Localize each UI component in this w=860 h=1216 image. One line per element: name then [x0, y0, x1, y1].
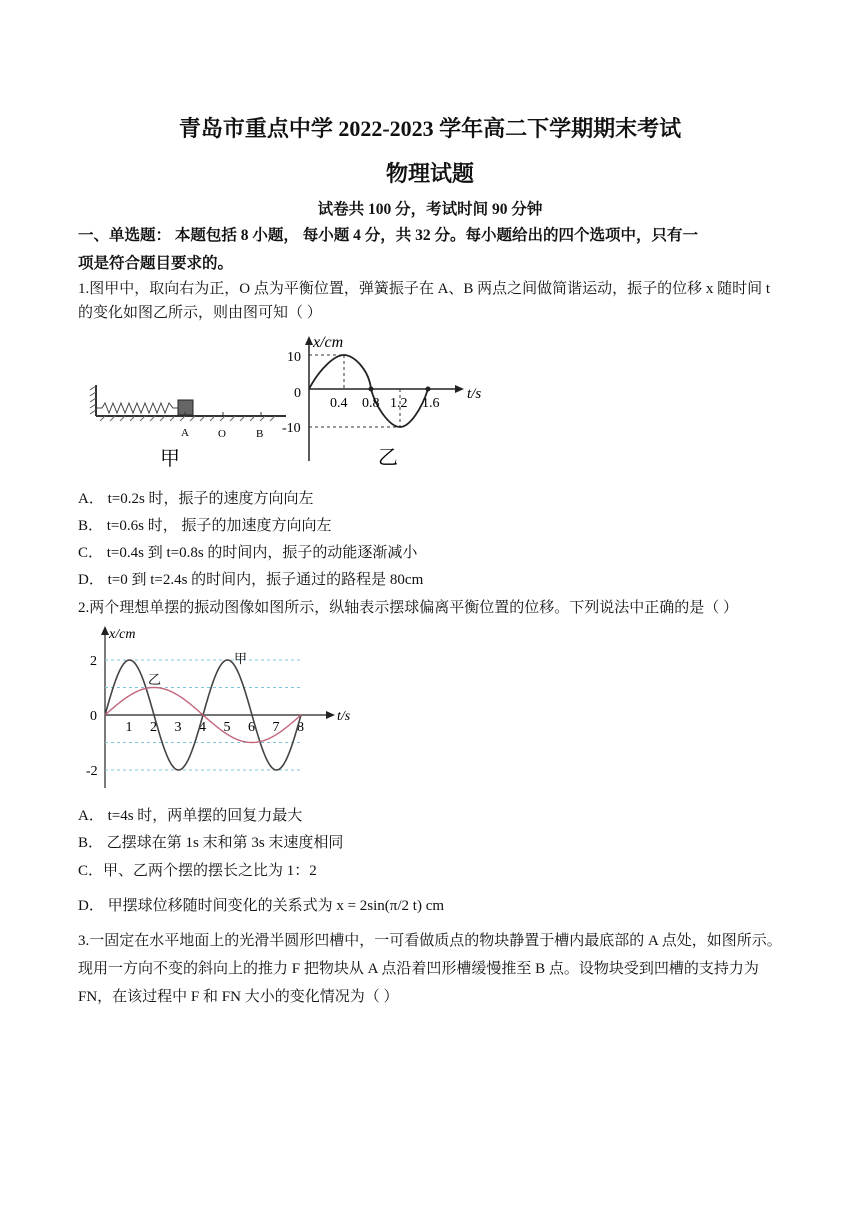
- q2-option-b: B． 乙摆球在第 1s 末和第 3s 末速度相同: [78, 835, 344, 851]
- q2-x-tick-label: 4: [199, 720, 206, 735]
- q2-x-axis-label: t/s: [337, 709, 351, 724]
- figure-caption-yi: 乙: [378, 447, 398, 469]
- x-tick-1-2: 1.2: [390, 396, 408, 411]
- q2-x-tick-label: 8: [297, 720, 304, 735]
- q2-y-tick-neg2: -2: [86, 764, 98, 779]
- x-axis-label: t/s: [467, 386, 482, 402]
- zero-point-1-6: [426, 387, 431, 392]
- q2-option-a: A． t=4s 时，两单摆的回复力最大: [78, 808, 303, 824]
- label-b: B: [256, 428, 264, 440]
- q1-option-a: A． t=0.2s 时，振子的速度方向向左: [78, 491, 314, 507]
- label-a: A: [181, 427, 189, 439]
- y-tick-10: 10: [287, 350, 301, 365]
- q2-y-tick-2: 2: [90, 654, 97, 669]
- exam-title: 青岛市重点中学 2022-2023 学年高二下学期期末考试: [178, 116, 682, 141]
- q3-stem-line2: 现用一方向不变的斜向上的推力 F 把物块从 A 点沿着凹形槽缓慢推至 B 点。设物块受到凹槽的支持力为: [78, 961, 759, 977]
- q1-stem-line2: 的变化如图乙所示，则由图可知（ ）: [78, 305, 322, 321]
- displacement-time-graph: [282, 328, 522, 473]
- pendulum-vibration-chart: [82, 620, 372, 795]
- q2-x-axis-arrow: [326, 711, 335, 719]
- q2-option-c: C．甲、乙两个摆的摆长之比为 1：2: [78, 863, 317, 879]
- q1-option-b: B． t=0.6s 时， 振子的加速度方向向左: [78, 518, 332, 534]
- label-o: O: [218, 428, 226, 440]
- q2-x-tick-label: 1: [125, 720, 133, 735]
- x-axis-arrow: [455, 385, 464, 393]
- q3-stem-line3: FN，在该过程中 F 和 FN 大小的变化情况为（ ）: [78, 989, 399, 1005]
- subject-title: 物理试题: [385, 161, 474, 186]
- section-heading-line2: 项是符合题目要求的。: [78, 255, 234, 272]
- figure-caption-jia: 甲: [160, 448, 180, 470]
- y-tick-0: 0: [294, 386, 301, 401]
- section-heading-line1: 一、单选题： 本题包括 8 小题， 每小题 4 分，共 32 分。每小题给出的四个选项中，只有一: [78, 227, 699, 244]
- q1-option-d: D． t=0 到 t=2.4s 的时间内，振子通过的路程是 80cm: [78, 572, 424, 588]
- spring: [97, 403, 178, 413]
- x-tick-1-6: 1.6: [422, 396, 440, 411]
- x-tick-0-4: 0.4: [330, 396, 348, 411]
- q2-stem-line1: 2.两个理想单摆的振动图像如图所示，纵轴表示摆球偏离平衡位置的位移。下列说法中正确的是（ ）: [78, 600, 739, 616]
- q2-x-tick-label: 7: [272, 720, 280, 735]
- q2-series-label-jia: 甲: [234, 651, 248, 666]
- q2-option-d: D． 甲摆球位移随时间变化的关系式为 x = 2sin(π/2 t) cm: [78, 898, 445, 914]
- q2-x-tick-label: 2: [150, 720, 157, 735]
- x-tick-0-8: 0.8: [362, 396, 380, 411]
- q2-x-tick-label: 3: [174, 720, 182, 735]
- q1-option-c: C． t=0.4s 到 t=0.8s 的时间内，振子的动能逐渐减小: [78, 545, 418, 561]
- q3-stem-line1: 3.一固定在水平地面上的光滑半圆形凹槽中，一可看做质点的物块静置于槽内最底部的 A 点处，如图所示。: [78, 933, 782, 949]
- q2-series-label-yi: 乙: [148, 672, 162, 687]
- y-tick-neg10: -10: [282, 421, 301, 436]
- zero-point-0-8: [369, 387, 374, 392]
- q1-stem-line1: 1.图甲中，取向右为正，O 点为平衡位置，弹簧振子在 A、B 两点之间做简谐运动，振子的位移 x 随时间 t: [78, 281, 771, 297]
- y-axis-arrow: [305, 336, 313, 345]
- q2-y-axis-label: x/cm: [109, 627, 136, 642]
- y-axis-label: x/cm: [313, 334, 344, 351]
- q2-y-axis-arrow: [101, 626, 109, 635]
- exam-info: 试卷共 100 分，考试时间 90 分钟: [317, 201, 543, 218]
- displacement-curve: [309, 355, 428, 427]
- q2-y-tick-0: 0: [90, 709, 97, 724]
- q2-x-tick-label: 6: [248, 720, 255, 735]
- q2-x-tick-label: 5: [223, 720, 231, 735]
- spring-oscillator-figure: [88, 380, 288, 470]
